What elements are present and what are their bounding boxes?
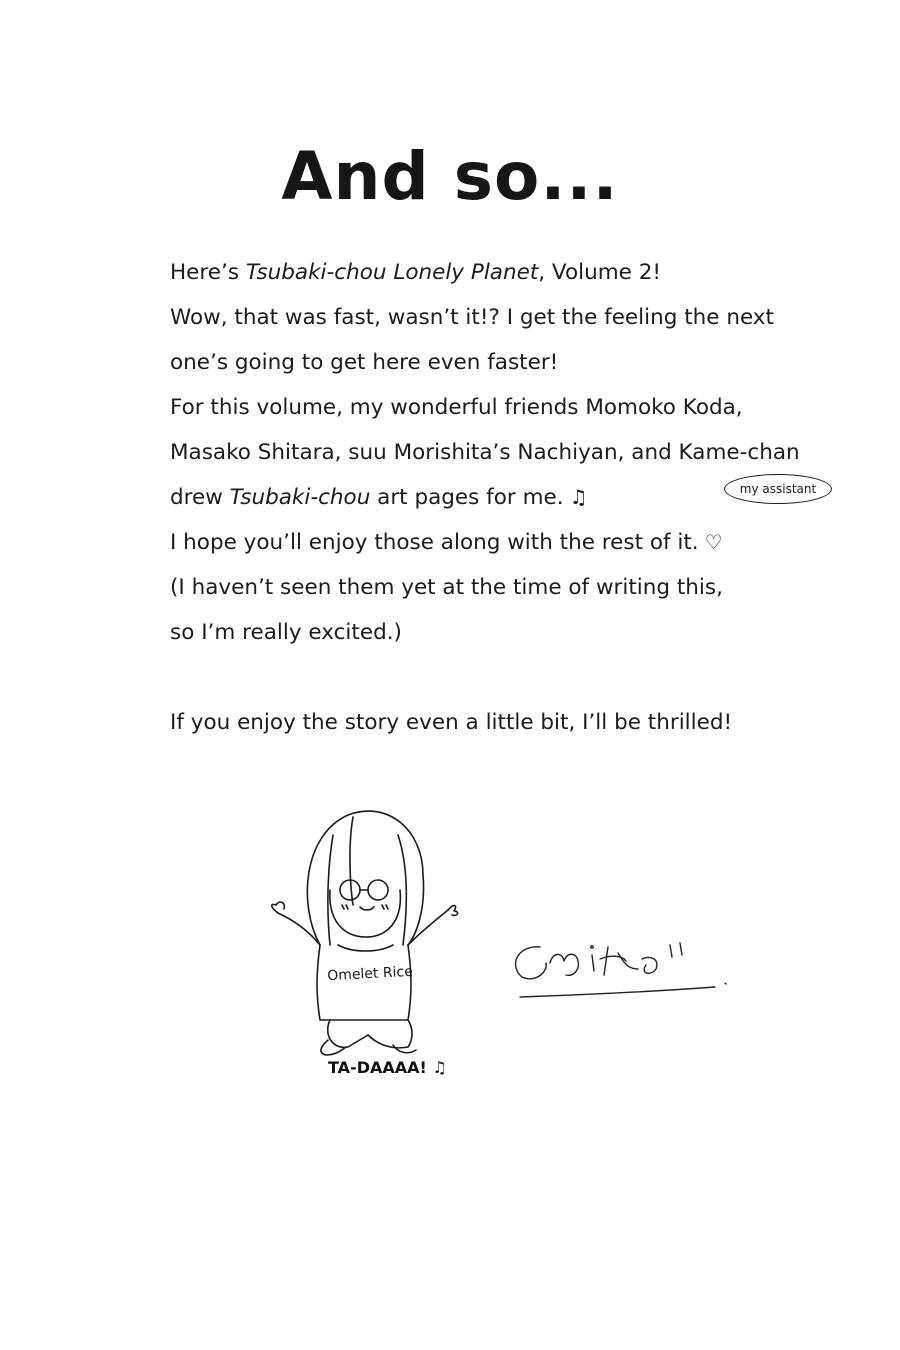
text-segment: Here’s [170, 260, 246, 285]
text-segment: I hope you’ll enjoy those along with the rest of it. [170, 530, 699, 555]
text-segment: , Volume 2! [538, 260, 662, 285]
author-signature [500, 925, 740, 1015]
music-note-icon: ♫ [569, 485, 588, 509]
text-segment: art pages for me. [370, 485, 564, 510]
page-title: And so... [281, 138, 619, 215]
afterword-text [170, 250, 830, 745]
shirt-text: Omelet Rice [326, 963, 414, 985]
author-chibi-illustration [258, 795, 468, 1095]
paragraph-gap [170, 655, 830, 700]
text-line-5: Masako Shitara, suu Morishita’s Nachiyan, and Kame-chan [170, 440, 800, 465]
text-line-1 [170, 250, 830, 295]
tada-caption: TA-DAAAA! ♫ [328, 1058, 447, 1077]
text-line-9: so I’m really excited.) [170, 620, 402, 645]
heart-icon: ♡ [704, 530, 723, 554]
text-segment: drew [170, 485, 230, 510]
text-line-8: (I haven’t seen them yet at the time of writing this, [170, 575, 723, 600]
text-line-3: one’s going to get here even faster! [170, 350, 559, 375]
text-line-10: If you enjoy the story even a little bit, I’ll be thrilled! [170, 710, 733, 735]
series-title-italic: Tsubaki-chou [229, 485, 371, 510]
text-line-7 [170, 520, 830, 565]
text-line-4: For this volume, my wonderful friends Momoko Koda, [170, 395, 743, 420]
assistant-annotation-bubble: my assistant [724, 474, 832, 504]
series-title-italic: Tsubaki-chou Lonely Planet [245, 260, 539, 285]
text-line-2: Wow, that was fast, wasn’t it!? I get the feeling the next [170, 305, 774, 330]
